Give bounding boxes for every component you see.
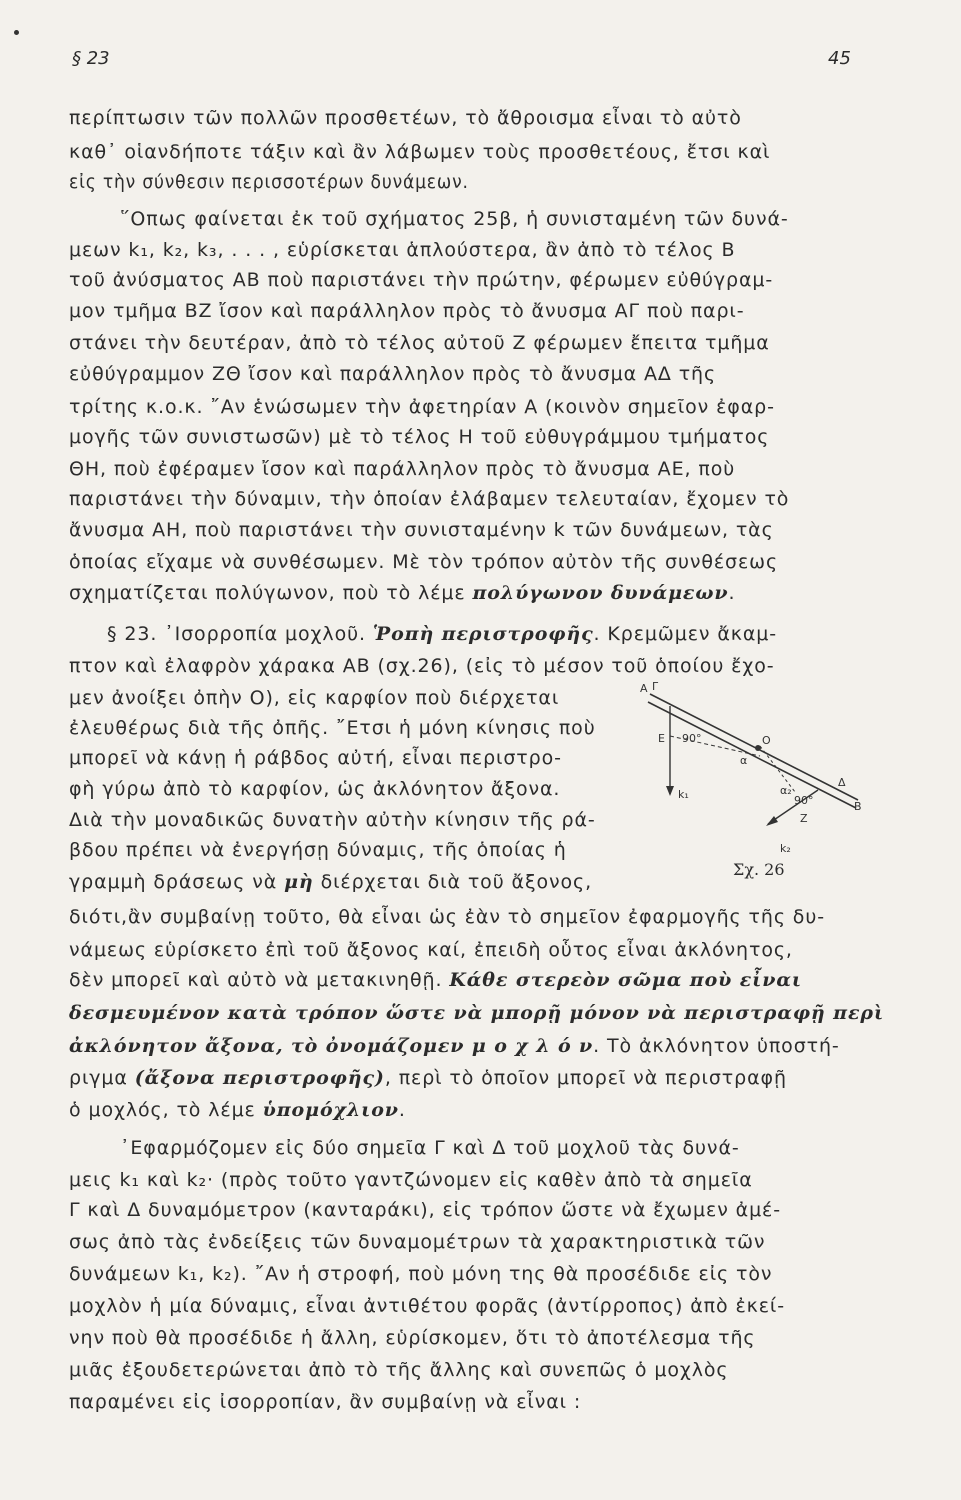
emphasis-text: (ἄξονα περιστροφῆς) xyxy=(134,1067,385,1089)
emphasis-text: πολύγωνον δυνάμεων xyxy=(472,582,729,604)
text-segment: ῞Οπως φαίνεται ἐκ τοῦ σχήματος 25β, ἡ συνισταμένη τῶν δυνά- xyxy=(120,208,789,230)
text-segment: μπορεῖ νὰ κάνῃ ἡ ράβδος αὐτή, εἶναι περιστρο- xyxy=(69,747,562,769)
emphasis-text: ἀκλόνητον ἄξονα, τὸ ὀνομάζομεν μ ο χ λ ό ν xyxy=(69,1035,594,1057)
text-segment: μοχλὸν ἡ μία δύναμις, εἶναι ἀντιθέτου φορᾶς (ἀντίρροπος) ἀπὸ ἐκεί- xyxy=(69,1295,785,1317)
lever-rod-top xyxy=(650,694,858,800)
text-segment: διότι,ἂν συμβαίνῃ τοῦτο, θὰ εἶναι ὡς ἐὰν τὸ σημεῖον ἐφαρμογῆς τῆς δυ- xyxy=(69,906,825,928)
text-line xyxy=(69,425,769,449)
text-line xyxy=(69,140,770,164)
emphasis-text: Ῥοπὴ περιστροφῆς xyxy=(372,623,594,645)
text-line xyxy=(69,268,773,292)
fig-label: Δ xyxy=(838,776,846,789)
text-line xyxy=(69,331,770,355)
text-line xyxy=(69,1168,753,1192)
text-segment: μεων k₁, k₂, k₃, . . . , εὑρίσκεται ἁπλούστερα, ἂν ἀπὸ τὸ τέλος Β xyxy=(69,239,736,261)
text-line xyxy=(69,905,825,929)
text-segment: Διὰ τὴν μοναδικῶς δυνατὴν αὐτὴν κίνησιν τῆς ρά- xyxy=(69,809,596,831)
text-line xyxy=(69,777,560,801)
emphasis-text: Κάθε στερεὸν σῶμα ποὺ εἶναι xyxy=(449,969,802,991)
fig-label: k₂ xyxy=(780,842,791,855)
text-line xyxy=(69,746,562,770)
text-line xyxy=(69,838,567,862)
text-line xyxy=(69,518,774,542)
section-header: § 23 xyxy=(72,48,110,69)
text-segment: σως ἀπὸ τὰς ἐνδείξεις τῶν δυναμομέτρων τὰ χαρακτηριστικὰ τῶν xyxy=(69,1231,766,1253)
text-segment: μεν ἀνοίξει ὀπὴν Ο), εἰς καρφίον ποὺ διέρχεται xyxy=(69,687,560,709)
text-line xyxy=(69,938,793,962)
text-line xyxy=(120,207,789,231)
text-line xyxy=(69,238,735,262)
fig-label: α xyxy=(740,754,748,767)
text-segment: ἐλευθέρως διὰ τῆς ὀπῆς. ῎Ετσι ἡ μόνη κίνησις ποὺ xyxy=(69,717,596,739)
fig-label: 90° xyxy=(682,732,702,745)
text-line xyxy=(69,457,735,481)
text-segment: καθ᾿ οἱανδήποτε τάξιν καὶ ἂν λάβωμεν τοὺς προσθετέους, ἔτσι καὶ xyxy=(69,141,771,163)
text-segment: § 23. ᾿Ισορροπία μοχλοῦ. xyxy=(107,623,373,645)
text-line xyxy=(69,170,469,194)
fig-label: Ο xyxy=(762,734,771,747)
text-line xyxy=(69,1198,781,1222)
text-segment: . Κρεμῶμεν ἄκαμ- xyxy=(593,623,778,645)
text-line xyxy=(69,686,559,710)
text-line xyxy=(69,1326,755,1350)
text-segment: . xyxy=(728,582,736,604)
text-segment: παραμένει εἰς ἰσορροπίαν, ἂν συμβαίνῃ νὰ εἶναι : xyxy=(69,1391,582,1413)
text-segment: . xyxy=(398,1099,406,1121)
text-segment: ὁ μοχλός, τὸ λέμε xyxy=(69,1099,263,1121)
text-line xyxy=(69,1230,765,1254)
text-line xyxy=(69,1294,785,1318)
text-line xyxy=(69,581,735,605)
fig-label: Ε xyxy=(658,732,665,745)
fig-label: α₂ xyxy=(780,784,792,797)
text-line xyxy=(69,1390,581,1414)
fig-label: Α xyxy=(640,682,648,695)
fig-label: Ζ xyxy=(800,812,808,825)
text-segment: περίπτωσιν τῶν πολλῶν προσθετέων, τὸ ἄθροισμα εἶναι τὸ αὐτὸ xyxy=(69,107,742,129)
emphasis-text: μὴ xyxy=(284,871,314,893)
text-segment: ἄνυσμα ΑΗ, ποὺ παριστάνει τὴν συνισταμένην k τῶν δυνάμεων, τὰς xyxy=(69,519,774,541)
text-segment: σχηματίζεται πολύγωνον, ποὺ τὸ λέμε xyxy=(69,582,473,604)
text-segment: φὴ γύρω ἀπὸ τὸ καρφίον, ὡς ἀκλόνητον ἄξονα. xyxy=(69,778,561,800)
text-segment: δυνάμεων k₁, k₂). ῎Αν ἡ στροφή, ποὺ μόνη της θὰ προσέδιδε εἰς τὸν xyxy=(69,1263,773,1285)
text-line xyxy=(69,1066,787,1090)
text-segment: πτον καὶ ἐλαφρὸν χάρακα ΑΒ (σχ.26), (εἰς τὸ μέσον τοῦ ὁποίου ἔχο- xyxy=(69,655,775,677)
page-number: 45 xyxy=(828,48,851,69)
text-segment: . Τὸ ἀκλόνητον ὑποστή- xyxy=(593,1035,840,1057)
text-line xyxy=(69,870,592,894)
text-line xyxy=(69,1098,406,1122)
fig-label: Β xyxy=(854,800,862,813)
text-line xyxy=(107,622,777,646)
text-line xyxy=(69,1001,884,1025)
figure-caption: Σχ. 26 xyxy=(733,860,785,879)
text-line xyxy=(69,362,716,386)
text-segment: ὁποίας εἴχαμε νὰ συνθέσωμεν. Μὲ τὸν τρόπον αὐτὸν τῆς συνθέσεως xyxy=(69,551,779,573)
text-segment: βδου πρέπει νὰ ἐνεργήσῃ δύναμις, τῆς ὁποίας ἡ xyxy=(69,839,567,861)
text-segment: στάνει τὴν δευτέραν, ἀπὸ τὸ τέλος αὐτοῦ Ζ φέρωμεν ἔπειτα τμῆμα xyxy=(69,332,770,354)
text-segment: νην ποὺ θὰ προσέδιδε ἡ ἄλλη, εὑρίσκομεν, ὅτι τὸ ἀποτέλεσμα τῆς xyxy=(69,1327,756,1349)
text-segment: τρίτης κ.ο.κ. ῎Αν ἑνώσωμεν τὴν ἀφετηρίαν Α (κοινὸν σημεῖον ἐφαρ- xyxy=(69,396,775,418)
emphasis-text: ὑπομόχλιον xyxy=(262,1099,399,1121)
text-segment: τοῦ ἀνύσματος ΑΒ ποὺ παριστάνει τὴν πρώτην, φέρωμεν εὐθύγραμ- xyxy=(69,269,774,291)
text-segment: μογῆς τῶν συνιστωσῶν) μὲ τὸ τέλος Η τοῦ εὐθυγράμμου τμήματος xyxy=(69,426,770,448)
fig-label: k₁ xyxy=(678,788,689,801)
text-segment: γραμμὴ δράσεως νὰ xyxy=(69,871,285,893)
emphasis-text: δεσμευμένον κατὰ τρόπον ὥστε νὰ μπορῇ μόνον νὰ περιστραφῇ περὶ xyxy=(69,1002,885,1024)
text-segment: εὐθύγραμμον ΖΘ ἴσον καὶ παράλληλον πρὸς τὸ ἄνυσμα ΑΔ τῆς xyxy=(69,363,717,385)
speck xyxy=(14,30,19,35)
text-segment: παριστάνει τὴν δύναμιν, τὴν ὁποίαν ἐλάβαμεν τελευταίαν, ἔχομεν τὸ xyxy=(69,488,790,510)
text-line xyxy=(69,716,596,740)
text-segment: μεις k₁ καὶ k₂· (πρὸς τοῦτο γαντζώνομεν εἰς καθὲν ἀπὸ τὰ σημεῖα xyxy=(69,1169,753,1191)
text-line xyxy=(120,1136,740,1160)
text-line xyxy=(69,106,742,130)
text-line xyxy=(69,654,775,678)
fig-label: 90° xyxy=(794,794,814,807)
text-segment: ΘΗ, ποὺ ἐφέραμεν ἴσον καὶ παράλληλον πρὸς τὸ ἄνυσμα ΑΕ, ποὺ xyxy=(69,458,736,480)
text-line xyxy=(69,487,789,511)
text-line xyxy=(69,299,745,323)
text-segment: ᾿Εφαρμόζομεν εἰς δύο σημεῖα Γ καὶ Δ τοῦ μοχλοῦ τὰς δυνά- xyxy=(120,1137,740,1159)
text-line xyxy=(69,550,778,574)
pivot-o xyxy=(755,745,761,751)
text-segment: εἰς τὴν σύνθεσιν περισσοτέρων δυνάμεων. xyxy=(69,171,469,193)
text-line xyxy=(69,808,596,832)
text-segment: μιᾶς ἐξουδετερώνεται ἀπὸ τὸ τῆς ἄλλης καὶ συνεπῶς ὁ μοχλὸς xyxy=(69,1359,729,1381)
text-line xyxy=(69,1034,840,1058)
lever-figure xyxy=(640,682,880,882)
text-line xyxy=(69,395,775,419)
text-segment: μον τμῆμα ΒΖ ἴσον καὶ παράλληλον πρὸς τὸ ἄνυσμα ΑΓ ποὺ παρι- xyxy=(69,300,745,322)
text-segment: ριγμα xyxy=(69,1067,135,1089)
text-line xyxy=(69,968,802,992)
fig-label: Γ xyxy=(652,682,659,693)
text-segment: δὲν μπορεῖ καὶ αὐτὸ νὰ μετακινηθῇ. xyxy=(69,969,450,991)
text-segment: , περὶ τὸ ὁποῖον μπορεῖ νὰ περιστραφῇ xyxy=(384,1067,787,1089)
text-line xyxy=(69,1358,728,1382)
text-segment: νάμεως εὑρίσκετο ἐπὶ τοῦ ἄξονος καί, ἐπειδὴ οὗτος εἶναι ἀκλόνητος, xyxy=(69,939,793,961)
text-segment: διέρχεται διὰ τοῦ ἄξονος, xyxy=(313,871,593,893)
arrow-k2 xyxy=(766,816,778,826)
text-segment: Γ καὶ Δ δυναμόμετρον (κανταράκι), εἰς τρόπον ὥστε νὰ ἔχωμεν ἀμέ- xyxy=(69,1199,781,1221)
arrow-k1 xyxy=(666,786,674,796)
text-line xyxy=(69,1262,772,1286)
